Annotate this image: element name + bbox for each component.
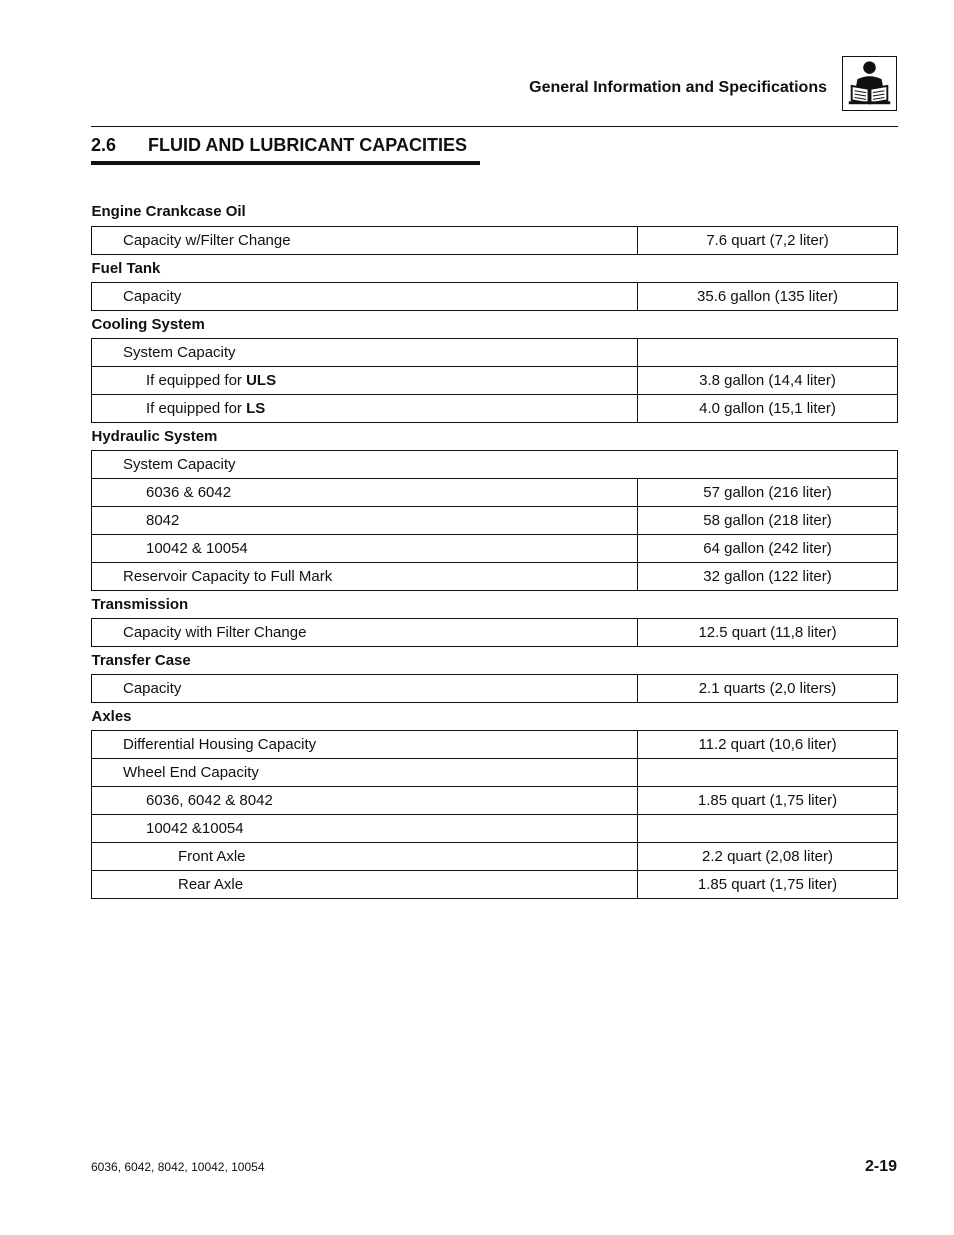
table-row	[92, 282, 898, 310]
group-title: Fuel Tank	[91, 259, 161, 277]
row-value: 32 gallon (122 liter)	[638, 562, 898, 590]
row-label-text: Capacity	[123, 287, 182, 305]
footer-model-list: 6036, 6042, 8042, 10042, 10054	[91, 1160, 265, 1174]
operator-reading-manual-icon	[842, 56, 897, 111]
row-value: 3.8 gallon (14,4 liter)	[638, 366, 898, 394]
row-value: 57 gallon (216 liter)	[638, 478, 898, 506]
row-label-text: Capacity with Filter Change	[123, 623, 307, 641]
table-row	[92, 478, 898, 506]
group-header-row	[92, 702, 898, 730]
row-value: 58 gallon (218 liter)	[638, 506, 898, 534]
group-header-row	[92, 198, 898, 226]
row-label-text: Wheel End Capacity	[123, 763, 259, 781]
group-title: Transmission	[91, 595, 189, 613]
table-row	[92, 674, 898, 702]
row-label	[92, 338, 638, 366]
group-header-row	[92, 590, 898, 618]
page-number: 2-19	[864, 1158, 897, 1175]
header-title: General Information and Specifications	[529, 79, 827, 96]
row-value: 2.1 quarts (2,0 liters)	[638, 674, 898, 702]
row-label-text: Differential Housing Capacity	[123, 735, 317, 753]
row-label	[92, 814, 638, 842]
row-label	[92, 870, 638, 898]
capacities-table	[91, 198, 898, 899]
table-row	[92, 226, 898, 254]
row-label-text: Capacity	[123, 679, 182, 697]
row-label-text: Rear Axle	[178, 875, 244, 893]
row-label	[92, 394, 638, 422]
group-title: Cooling System	[91, 315, 205, 333]
row-label-text: 6036, 6042 & 8042	[146, 791, 273, 809]
header-divider	[91, 126, 898, 127]
table-row	[92, 842, 898, 870]
group-header-row	[92, 310, 898, 338]
row-value	[638, 758, 898, 786]
table-row	[92, 786, 898, 814]
table-row	[92, 814, 898, 842]
row-value: 1.85 quart (1,75 liter)	[638, 786, 898, 814]
row-value	[638, 338, 898, 366]
row-label	[92, 282, 638, 310]
table-row	[92, 450, 898, 478]
row-label-text: 10042 &10054	[146, 819, 244, 837]
row-label	[92, 758, 638, 786]
row-value: 2.2 quart (2,08 liter)	[638, 842, 898, 870]
row-value: 35.6 gallon (135 liter)	[638, 282, 898, 310]
row-label	[92, 730, 638, 758]
row-label	[92, 534, 638, 562]
row-value	[638, 814, 898, 842]
row-label-text: Capacity w/Filter Change	[123, 231, 291, 249]
group-title: Axles	[91, 707, 132, 725]
table-row	[92, 730, 898, 758]
table-row	[92, 366, 898, 394]
row-label-text: System Capacity	[123, 455, 236, 473]
table-row	[92, 338, 898, 366]
row-value: 1.85 quart (1,75 liter)	[638, 870, 898, 898]
section-heading	[91, 134, 480, 165]
table-row	[92, 618, 898, 646]
capacities-table-body	[92, 198, 898, 898]
group-header-row	[92, 422, 898, 450]
row-value: 12.5 quart (11,8 liter)	[638, 618, 898, 646]
table-row	[92, 562, 898, 590]
table-row	[92, 394, 898, 422]
group-header-row	[92, 254, 898, 282]
row-value: 4.0 gallon (15,1 liter)	[638, 394, 898, 422]
row-label-text: Front Axle	[178, 847, 246, 865]
row-value: 7.6 quart (7,2 liter)	[638, 226, 898, 254]
row-label-emphasis: ULS	[246, 371, 277, 389]
row-label	[92, 366, 638, 394]
group-header-row	[92, 646, 898, 674]
row-label	[92, 506, 638, 534]
row-label-text: Reservoir Capacity to Full Mark	[123, 567, 333, 585]
row-value: 11.2 quart (10,6 liter)	[638, 730, 898, 758]
row-label-text: 8042	[146, 511, 180, 529]
table-row	[92, 506, 898, 534]
group-title: Engine Crankcase Oil	[91, 203, 246, 221]
group-title: Hydraulic System	[91, 427, 218, 445]
row-label-text: 10042 & 10054	[146, 539, 248, 557]
row-value: 64 gallon (242 liter)	[638, 534, 898, 562]
row-label-text: System Capacity	[123, 343, 236, 361]
group-title: Transfer Case	[91, 651, 191, 669]
section-number: 2.6	[91, 135, 117, 155]
row-label	[92, 562, 638, 590]
table-row	[92, 870, 898, 898]
row-label	[92, 842, 638, 870]
row-label	[92, 478, 638, 506]
table-row	[92, 758, 898, 786]
row-label	[92, 226, 638, 254]
row-label	[92, 618, 638, 646]
row-label	[92, 786, 638, 814]
row-label	[92, 674, 638, 702]
table-row	[92, 534, 898, 562]
section-title: FLUID AND LUBRICANT CAPACITIES	[148, 135, 467, 155]
row-label	[92, 450, 898, 478]
row-label-emphasis: LS	[246, 399, 266, 417]
row-label-text: If equipped for	[146, 371, 247, 389]
row-label-text: If equipped for	[146, 399, 247, 417]
row-label-text: 6036 & 6042	[146, 483, 232, 501]
